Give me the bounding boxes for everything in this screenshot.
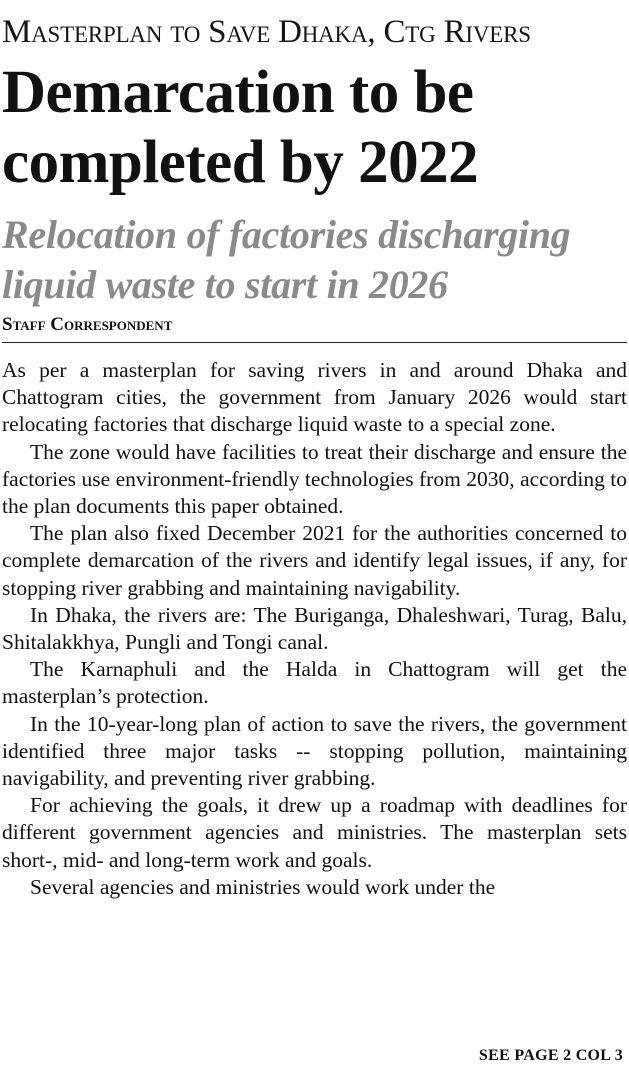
paragraph: The Karnaphuli and the Halda in Chattogram will get the masterplan’s protection. [2, 657, 627, 709]
paragraph: Several agencies and ministries would work under the [30, 874, 496, 899]
sub-headline: Relocation of factories discharging liquid waste to start in 2026 [2, 212, 571, 307]
article-body [2, 357, 627, 901]
byline: Staff Correspondent [2, 314, 627, 343]
continuation-note: SEE PAGE 2 COL 3 [478, 1047, 623, 1064]
paragraph: As per a masterplan for saving rivers in and around Dhaka and Chattogram cities, the government from January 2026 would start relocating factories that discharge liquid waste to a special zone. [2, 358, 627, 437]
paragraph: For achieving the goals, it drew up a roadmap with deadlines for different government agencies and ministries. The masterplan sets short-, mid- and long-term work and goals. [2, 793, 627, 872]
paragraph: The zone would have facilities to treat their discharge and ensure the factories use environment-friendly technologies from 2030, according to the plan documents this paper obtained. [2, 439, 627, 519]
paragraph: In Dhaka, the rivers are: The Buriganga, Dhaleshwari, Turag, Balu, Shitalakkhya, Pungli and Tongi canal. [2, 602, 627, 655]
kicker-headline: Masterplan to Save Dhaka, Ctg Rivers [2, 14, 531, 50]
paragraph: In the 10-year-long plan of action to save the rivers, the government identified three major tasks -- stopping pollution, maintaining navigability, and preventing river grabbing. [2, 711, 627, 791]
paragraph: The plan also fixed December 2021 for the authorities concerned to complete demarcation of the rivers and identify legal issues, if any, for stopping river grabbing and maintaining navigability. [2, 521, 627, 600]
main-headline: Demarcation to be completed by 2022 [2, 59, 479, 196]
